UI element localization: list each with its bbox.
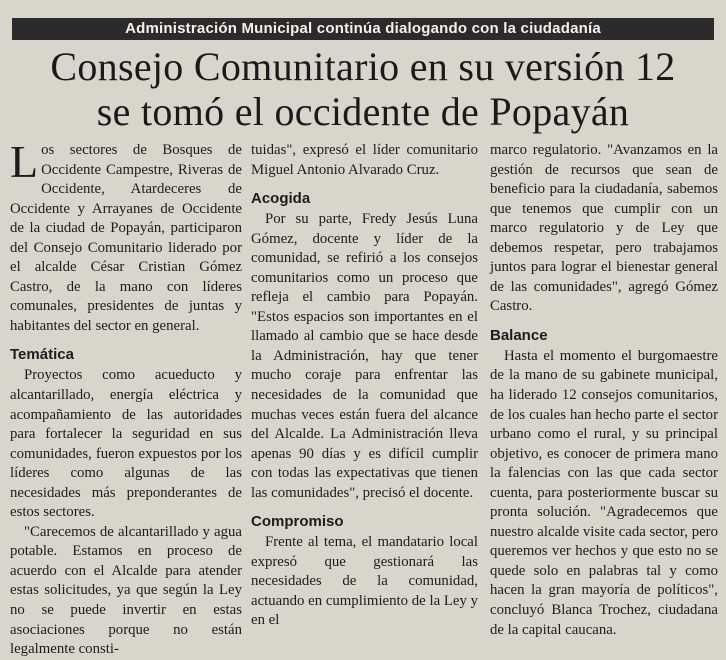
headline-line-2: se tomó el occidente de Popayán xyxy=(96,89,630,134)
paragraph: Por su parte, Fredy Jesús Luna Gómez, docente y líder de la comunidad, se refirió a los consejos comunitarios como un proceso que refleja el cambio para Popayán. "Estos espacios son importantes en el llamado al cambio que se hace desde la Administración, hay que tener mucho coraje para enfrentar las necesidades de la comunidad que muchas veces están fuera del alcance del Alcalde. La Administración lleva apenas 90 días y es difícil cumplir con todas las expectativas que tienen las comunidades", precisó el docente. xyxy=(251,211,478,501)
kicker-banner: Administración Municipal continúa dialogando con la ciudadanía xyxy=(12,18,714,40)
subheading-tematica: Temática xyxy=(10,346,74,364)
paragraph: Hasta el momento el burgomaestre de la mano de su gabinete municipal, ha liderado 12 consejos comunitarios, de los cuales han hecho parte el sector urbano como el rural, y su principal objetivo, es conocer de primera mano la falencias con las que cada sector cuenta, para posteriormente buscar su pronta solución. "Agradecemos que nuestro alcalde visite cada sector, pero queremos ver hechos y que esto no se quede solo en palabras tal y como hacen la gran mayoría de políticos", concluyó Blanca Trochez, ciudadana de la capital caucana. xyxy=(490,347,718,638)
subheading-compromiso: Compromiso xyxy=(251,513,344,531)
paragraph: tuidas", expresó el líder comunitario Miguel Antonio Alvarado Cruz. xyxy=(251,142,478,178)
headline xyxy=(0,44,726,134)
paragraph: Proyectos como acueducto y alcantarillado, energía eléctrica y acompañamiento de las autoridades para fortalecer la seguridad en sus comunidades, fueron expuestos por los líderes como algunas de las necesidades más preponderantes de estos sectores. xyxy=(10,367,242,521)
paragraph: marco regulatorio. "Avanzamos en la gestión de recursos que sean de beneficio para la ciudadanía, sabemos que tenemos que cumplir con un marco regulatorio y de Ley que debemos respetar, pero trabajamos juntos para lograr el bienestar general de las comunidades", agregó Gómez Castro. xyxy=(490,142,718,315)
subheading-balance: Balance xyxy=(490,326,548,344)
subheading-acogida: Acogida xyxy=(251,190,311,208)
paragraph: Frente al tema, el mandatario local expresó que gestionará las necesidades de la comunidad, actuando en cumplimiento de la Ley y en el xyxy=(251,534,478,629)
lead-text: os sectores de Bosques de Occidente Campestre, Riveras de Occidente, Atardeceres de Occidente y Arrayanes de Occidente de la ciudad de Popayán, participaron del Consejo Comunitario liderado por el alcalde César Cristian Gómez Castro, de la mano con líderes comunales, presidentes de juntas y habitantes del sector en general. xyxy=(10,142,242,334)
drop-cap: L xyxy=(10,136,39,187)
article-column-1 xyxy=(10,136,242,660)
article-column-3 xyxy=(490,141,718,640)
lead-paragraph xyxy=(10,136,242,336)
article-column-2 xyxy=(251,141,478,631)
paragraph: "Carecemos de alcantarillado y agua potable. Estamos en proceso de acuerdo con el Alcalde para atender estas solicitudes, ya que según la Ley no se puede invertir en estas asociaciones porque no están legalmente consti- xyxy=(10,523,242,658)
headline-line-1: Consejo Comunitario en su versión 12 xyxy=(50,44,676,89)
